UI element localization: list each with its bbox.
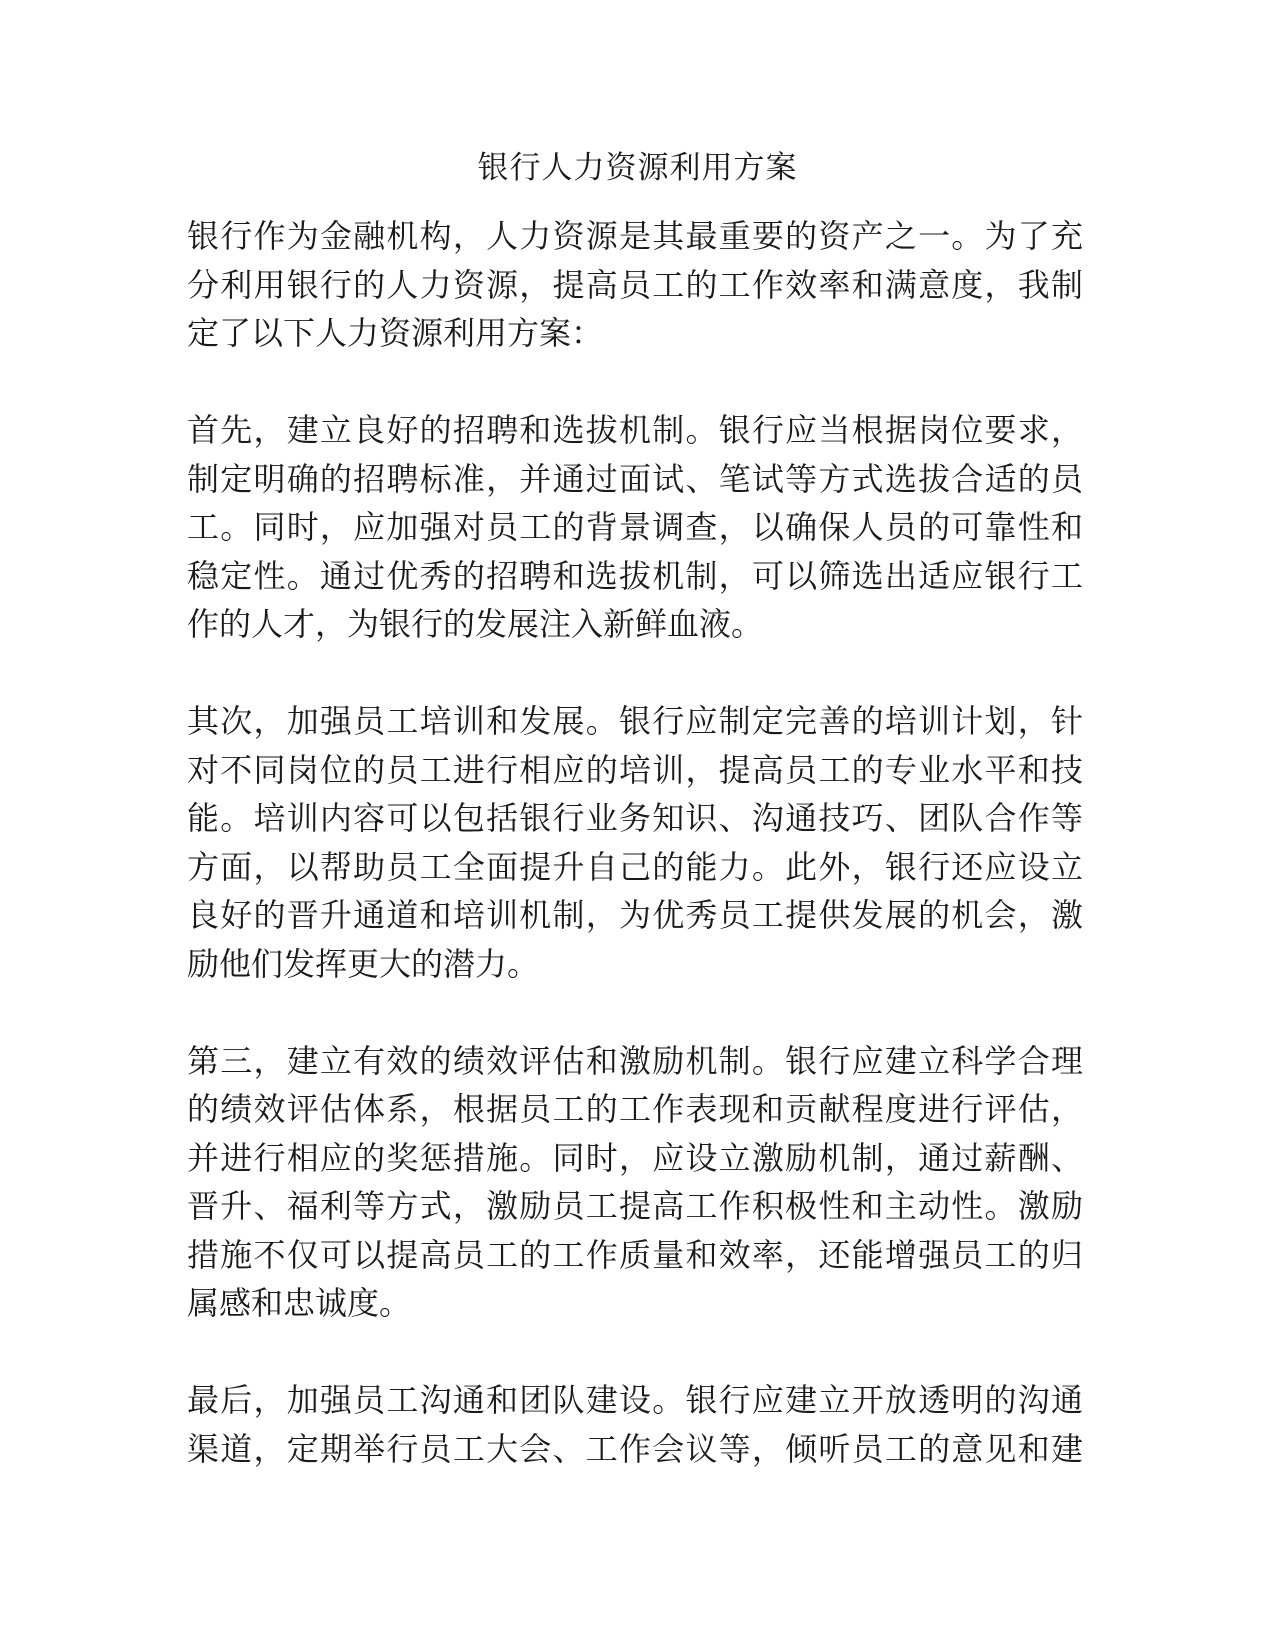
paragraph-spacer bbox=[187, 988, 1083, 1037]
text-line: 稳定性。通过优秀的招聘和选拔机制，可以筛选出适应银行工 bbox=[187, 556, 1083, 595]
paragraph-2 bbox=[187, 406, 1083, 649]
text-line: 第三，建立有效的绩效评估和激励机制。银行应建立科学合理 bbox=[187, 1041, 1083, 1080]
text-line: 的绩效评估体系，根据员工的工作表现和贡献程度进行评估， bbox=[187, 1090, 1083, 1128]
text-line: 渠道，定期举行员工大会、工作会议等，倾听员工的意见和建 bbox=[187, 1429, 1083, 1468]
text-line: 能。培训内容可以包括银行业务知识、沟通技巧、团队合作等 bbox=[187, 799, 1083, 837]
text-line: 首先，建立良好的招聘和选拔机制。银行应当根据岗位要求， bbox=[187, 411, 1083, 449]
text-line: 对不同岗位的员工进行相应的培训，提高员工的专业水平和技 bbox=[187, 750, 1083, 789]
paragraph-spacer bbox=[187, 358, 1083, 407]
text-line: 良好的晋升通道和培训机制，为优秀员工提供发展的机会，激 bbox=[187, 896, 1083, 934]
paragraph-1 bbox=[187, 212, 1083, 358]
document-title: 银行人力资源利用方案 bbox=[477, 150, 798, 186]
text-line: 分利用银行的人力资源，提高员工的工作效率和满意度，我制 bbox=[187, 265, 1083, 304]
text-line: 银行作为金融机构，人力资源是其最重要的资产之一。为了充 bbox=[187, 217, 1083, 255]
text-line: 属感和忠诚度。 bbox=[187, 1284, 412, 1322]
document-body bbox=[187, 212, 1083, 1473]
text-line: 方面，以帮助员工全面提升自己的能力。此外，银行还应设立 bbox=[187, 847, 1083, 886]
paragraph-4 bbox=[187, 1037, 1083, 1328]
text-line: 作的人才，为银行的发展注入新鲜血液。 bbox=[187, 605, 764, 643]
paragraph-spacer bbox=[187, 649, 1083, 698]
text-line: 措施不仅可以提高员工的工作质量和效率，还能增强员工的归 bbox=[187, 1235, 1083, 1274]
text-line: 制定明确的招聘标准，并通过面试、笔试等方式选拔合适的员 bbox=[187, 459, 1083, 498]
text-line: 其次，加强员工培训和发展。银行应制定完善的培训计划，针 bbox=[187, 702, 1083, 740]
text-line: 并进行相应的奖惩措施。同时，应设立激励机制，通过薪酬、 bbox=[187, 1138, 1083, 1177]
text-line: 晋升、福利等方式，激励员工提高工作积极性和主动性。激励 bbox=[187, 1187, 1083, 1225]
text-line: 励他们发挥更大的潜力。 bbox=[187, 944, 540, 983]
paragraph-spacer bbox=[187, 1328, 1083, 1377]
text-line: 定了以下人力资源利用方案： bbox=[187, 314, 604, 352]
paragraph-5 bbox=[187, 1376, 1083, 1473]
text-line: 工。同时，应加强对员工的背景调查，以确保人员的可靠性和 bbox=[187, 508, 1083, 546]
text-line: 最后，加强员工沟通和团队建设。银行应建立开放透明的沟通 bbox=[187, 1381, 1083, 1419]
paragraph-3 bbox=[187, 697, 1083, 988]
